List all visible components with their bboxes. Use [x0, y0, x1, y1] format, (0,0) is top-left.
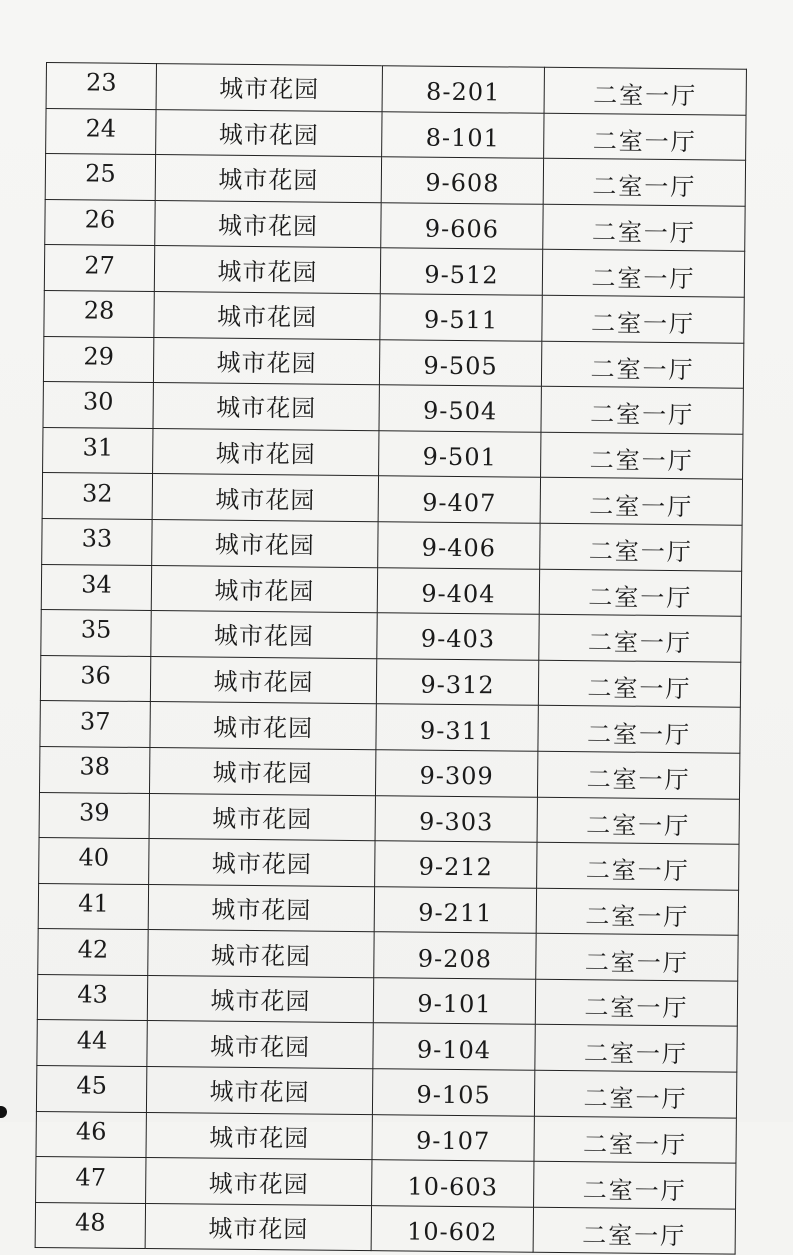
room-number-cell: 9-512	[380, 248, 542, 295]
room-number-cell: 8-201	[382, 66, 544, 113]
table-row	[39, 792, 739, 844]
room-number-cell: 10-603	[372, 1160, 534, 1207]
row-number-cell: 27	[44, 245, 154, 292]
layout-cell: 二室一厅	[542, 250, 744, 298]
layout-cell: 二室一厅	[542, 295, 744, 343]
row-number-cell: 48	[35, 1202, 145, 1249]
row-number-cell: 40	[39, 838, 149, 885]
row-number-cell: 37	[40, 701, 150, 748]
housing-list-sheet	[35, 62, 746, 1255]
row-number-cell: 39	[39, 792, 149, 839]
table-row	[36, 1111, 736, 1163]
layout-cell: 二室一厅	[543, 204, 745, 252]
community-name-cell: 城市花园	[150, 656, 376, 704]
community-name-cell: 城市花园	[152, 474, 378, 522]
community-name-cell: 城市花园	[146, 1112, 372, 1160]
table-row	[39, 838, 739, 890]
room-number-cell: 9-403	[377, 613, 539, 660]
row-number-cell: 23	[46, 63, 156, 110]
community-name-cell: 城市花园	[149, 839, 375, 887]
row-number-cell: 38	[39, 746, 149, 793]
community-name-cell: 城市花园	[148, 930, 374, 978]
room-number-cell: 9-511	[380, 294, 542, 341]
room-number-cell: 9-501	[379, 430, 541, 477]
room-number-cell: 9-107	[372, 1114, 534, 1161]
table-row	[40, 701, 740, 753]
row-number-cell: 31	[43, 427, 153, 474]
scan-edge-mark	[0, 1106, 7, 1118]
layout-cell: 二室一厅	[541, 432, 743, 480]
room-number-cell: 9-606	[381, 203, 543, 250]
community-name-cell: 城市花园	[151, 611, 377, 659]
room-number-cell: 9-505	[379, 339, 541, 386]
table-row	[43, 336, 743, 388]
room-number-cell: 9-311	[376, 704, 538, 751]
community-name-cell: 城市花园	[147, 975, 373, 1023]
row-number-cell: 25	[45, 154, 155, 201]
row-number-cell: 32	[42, 473, 152, 520]
row-number-cell: 46	[36, 1111, 146, 1158]
room-number-cell: 10-602	[371, 1206, 533, 1253]
room-number-cell: 9-101	[373, 978, 535, 1025]
row-number-cell: 36	[40, 655, 150, 702]
layout-cell: 二室一厅	[533, 1207, 735, 1255]
room-number-cell: 9-303	[375, 795, 537, 842]
layout-cell: 二室一厅	[535, 1025, 737, 1073]
table-row	[45, 154, 745, 206]
room-number-cell: 9-608	[381, 157, 543, 204]
table-row	[37, 974, 737, 1026]
community-name-cell: 城市花园	[149, 747, 375, 795]
room-number-cell: 9-504	[379, 385, 541, 432]
row-number-cell: 47	[36, 1157, 146, 1204]
room-number-cell: 9-309	[375, 750, 537, 797]
community-name-cell: 城市花园	[150, 702, 376, 750]
room-number-cell: 9-208	[374, 932, 536, 979]
layout-cell: 二室一厅	[540, 523, 742, 571]
row-number-cell: 44	[37, 1020, 147, 1067]
table-row	[44, 245, 744, 297]
room-number-cell: 9-105	[372, 1069, 534, 1116]
layout-cell: 二室一厅	[536, 934, 738, 982]
community-name-cell: 城市花园	[148, 884, 374, 932]
layout-cell: 二室一厅	[534, 1161, 736, 1209]
layout-cell: 二室一厅	[541, 386, 743, 434]
layout-cell: 二室一厅	[534, 1070, 736, 1118]
room-number-cell: 9-104	[373, 1023, 535, 1070]
row-number-cell: 42	[38, 929, 148, 976]
row-number-cell: 28	[44, 290, 154, 337]
room-number-cell: 9-212	[375, 841, 537, 888]
table-row	[38, 929, 738, 981]
table-row	[44, 290, 744, 342]
table-row	[35, 1202, 735, 1254]
row-number-cell: 29	[43, 336, 153, 383]
layout-cell: 二室一厅	[544, 113, 746, 161]
community-name-cell: 城市花园	[146, 1067, 372, 1115]
community-name-cell: 城市花园	[146, 1158, 372, 1206]
community-name-cell: 城市花园	[155, 155, 381, 203]
table-row	[36, 1066, 736, 1118]
community-name-cell: 城市花园	[156, 109, 382, 157]
room-number-cell: 8-101	[382, 111, 544, 158]
table-row	[43, 382, 743, 434]
layout-cell: 二室一厅	[538, 660, 740, 708]
layout-cell: 二室一厅	[543, 158, 745, 206]
table-row	[36, 1157, 736, 1209]
community-name-cell: 城市花园	[153, 383, 379, 431]
housing-table-body	[35, 63, 746, 1255]
table-row	[46, 108, 746, 160]
row-number-cell: 34	[41, 564, 151, 611]
table-row	[40, 655, 740, 707]
room-number-cell: 9-407	[378, 476, 540, 523]
room-number-cell: 9-211	[374, 886, 536, 933]
room-number-cell: 9-404	[377, 567, 539, 614]
layout-cell: 二室一厅	[537, 751, 739, 799]
community-name-cell: 城市花园	[153, 337, 379, 385]
row-number-cell: 26	[45, 199, 155, 246]
table-row	[42, 518, 742, 570]
table-row	[42, 473, 742, 525]
row-number-cell: 45	[36, 1066, 146, 1113]
community-name-cell: 城市花园	[156, 64, 382, 112]
row-number-cell: 35	[41, 610, 151, 657]
community-name-cell: 城市花园	[149, 793, 375, 841]
row-number-cell: 43	[37, 974, 147, 1021]
table-row	[46, 63, 746, 115]
table-row	[38, 883, 738, 935]
table-row	[39, 746, 739, 798]
housing-table	[35, 62, 747, 1255]
community-name-cell: 城市花园	[152, 519, 378, 567]
table-row	[45, 199, 745, 251]
layout-cell: 二室一厅	[536, 888, 738, 936]
community-name-cell: 城市花园	[151, 565, 377, 613]
layout-cell: 二室一厅	[537, 797, 739, 845]
community-name-cell: 城市花园	[153, 428, 379, 476]
row-number-cell: 24	[46, 108, 156, 155]
layout-cell: 二室一厅	[539, 614, 741, 662]
layout-cell: 二室一厅	[544, 67, 746, 115]
layout-cell: 二室一厅	[535, 979, 737, 1027]
community-name-cell: 城市花园	[147, 1021, 373, 1069]
table-row	[41, 564, 741, 616]
room-number-cell: 9-312	[376, 658, 538, 705]
row-number-cell: 30	[43, 382, 153, 429]
layout-cell: 二室一厅	[537, 842, 739, 890]
table-row	[37, 1020, 737, 1072]
row-number-cell: 41	[38, 883, 148, 930]
layout-cell: 二室一厅	[534, 1116, 736, 1164]
layout-cell: 二室一厅	[541, 341, 743, 389]
community-name-cell: 城市花园	[154, 246, 380, 294]
community-name-cell: 城市花园	[155, 200, 381, 248]
community-name-cell: 城市花园	[145, 1203, 371, 1251]
room-number-cell: 9-406	[378, 522, 540, 569]
table-row	[41, 610, 741, 662]
row-number-cell: 33	[42, 518, 152, 565]
table-row	[43, 427, 743, 479]
layout-cell: 二室一厅	[540, 478, 742, 526]
layout-cell: 二室一厅	[538, 706, 740, 754]
community-name-cell: 城市花园	[154, 292, 380, 340]
layout-cell: 二室一厅	[539, 569, 741, 617]
